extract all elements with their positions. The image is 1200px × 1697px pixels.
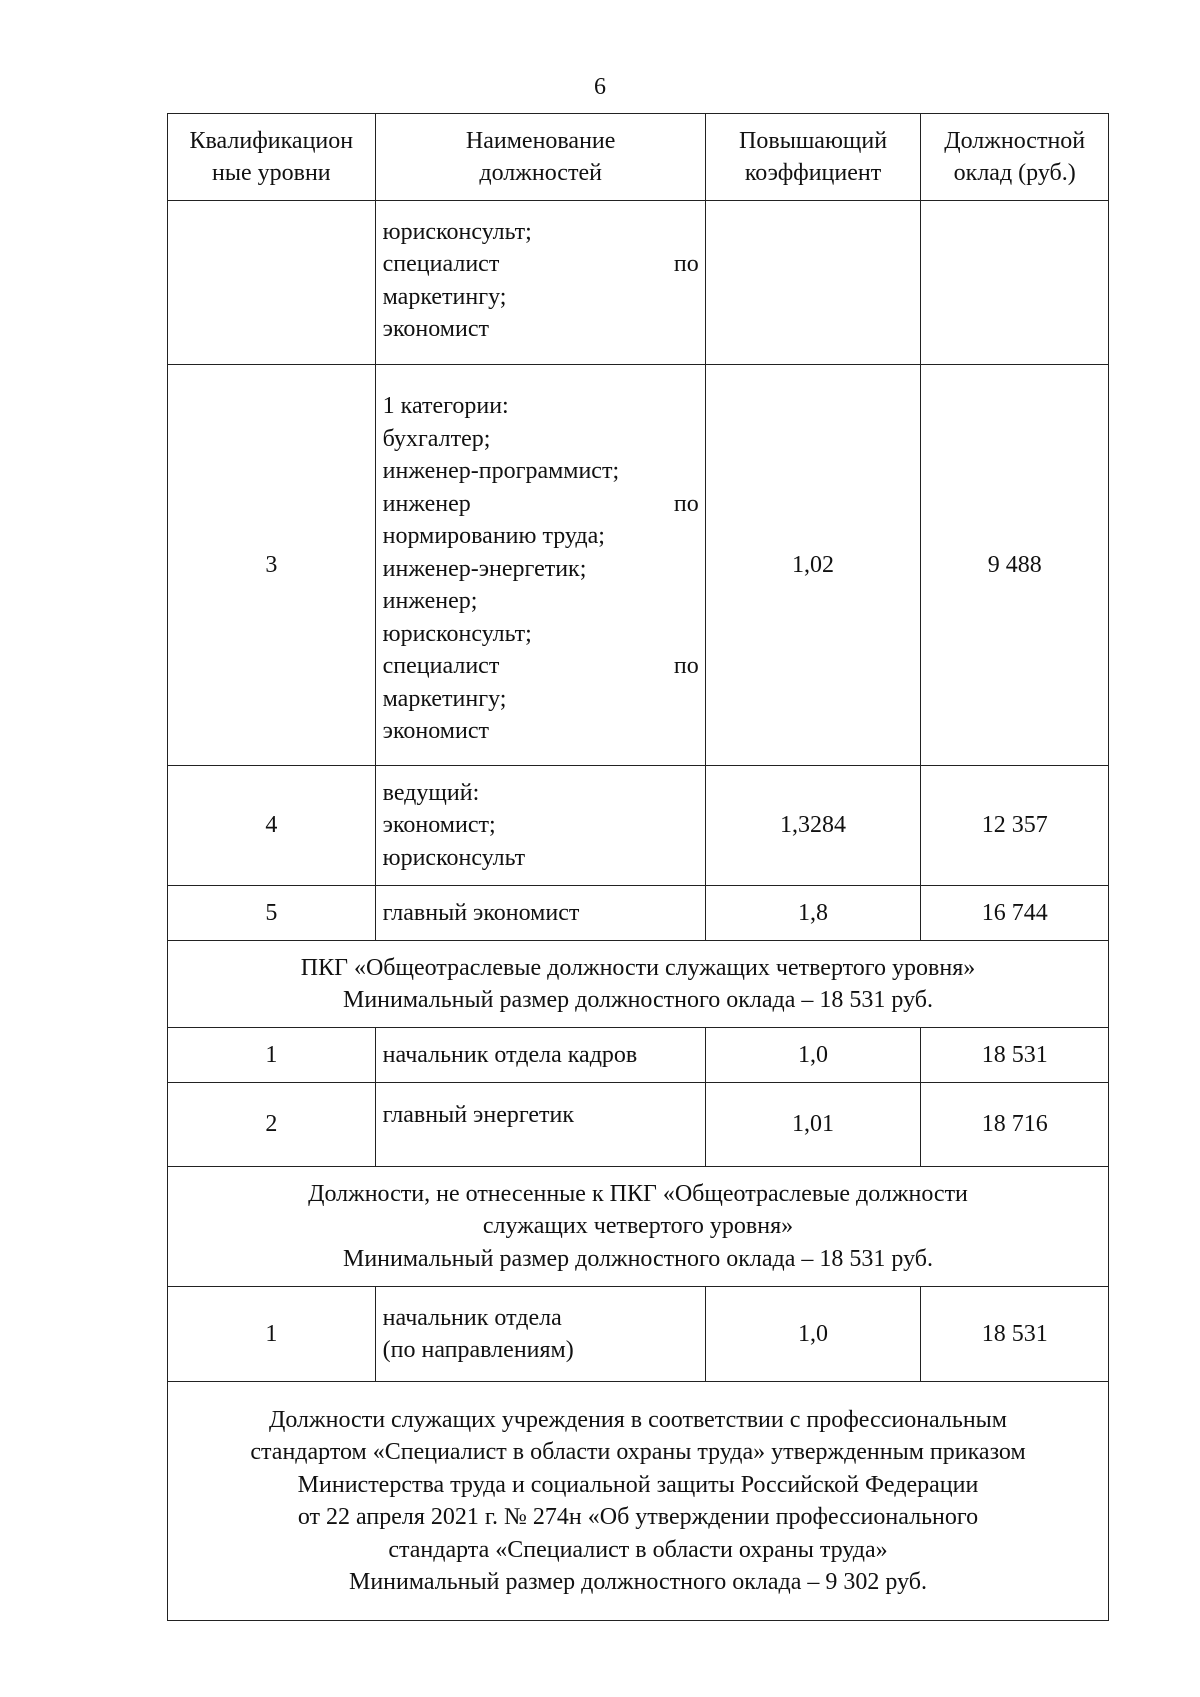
salary-cell: 12 357 bbox=[921, 766, 1109, 886]
group-line: Должности, не отнесенные к ПКГ «Общеотраслевые должности bbox=[308, 1180, 968, 1207]
coefficient-cell: 1,0 bbox=[705, 1028, 921, 1083]
salary-cell: 9 488 bbox=[921, 365, 1109, 766]
positions-cell bbox=[375, 1083, 705, 1167]
position-line: инженер-программист; bbox=[382, 458, 620, 485]
position-word: по bbox=[673, 490, 699, 517]
salary-cell: 18 716 bbox=[921, 1083, 1109, 1167]
table-row bbox=[168, 1287, 1109, 1382]
position-word: специалист bbox=[382, 251, 500, 277]
header-text: должностей bbox=[479, 160, 602, 186]
position-line: ведущий: bbox=[382, 779, 480, 806]
positions-cell bbox=[375, 886, 705, 941]
header-text: Повышающий bbox=[739, 127, 888, 154]
group-pkg4 bbox=[168, 941, 1109, 1028]
salary-table bbox=[167, 113, 1109, 1621]
header-text: Наименование bbox=[465, 127, 616, 154]
position-line bbox=[383, 248, 699, 281]
coefficient-cell: 1,01 bbox=[705, 1083, 921, 1167]
group-line: от 22 апреля 2021 г. № 274н «Об утверждении профессионального bbox=[297, 1504, 979, 1530]
position-line: юрисконсульт; bbox=[382, 218, 532, 245]
header-coefficient bbox=[705, 114, 921, 201]
position-line: (по направлениям) bbox=[382, 1337, 574, 1363]
position-line bbox=[383, 650, 699, 683]
salary-cell: 16 744 bbox=[921, 886, 1109, 941]
positions-cell bbox=[375, 766, 705, 886]
position-word: по bbox=[673, 251, 699, 277]
position-line: юрисконсульт; bbox=[382, 620, 532, 647]
positions-cell bbox=[375, 201, 705, 365]
group-line: стандартом «Специалист в области охраны труда» утвержденным приказом bbox=[250, 1439, 1026, 1465]
table-row bbox=[168, 1083, 1109, 1167]
group-ohs bbox=[168, 1382, 1109, 1621]
position-line: главный экономист bbox=[382, 899, 580, 926]
table-row bbox=[168, 886, 1109, 941]
position-line: юрисконсульт bbox=[382, 844, 526, 871]
header-text: ные уровни bbox=[212, 160, 331, 186]
position-word: специалист bbox=[382, 653, 500, 680]
group-pkg4-cell bbox=[168, 941, 1109, 1028]
group-line: служащих четвертого уровня» bbox=[482, 1213, 794, 1240]
position-line: экономист bbox=[382, 316, 489, 342]
position-line: инженер-энергетик; bbox=[382, 555, 587, 582]
header-positions bbox=[375, 114, 705, 201]
group-line: Министерства труда и социальной защиты Российской Федерации bbox=[297, 1471, 979, 1498]
position-line: начальник отдела bbox=[382, 1304, 562, 1331]
position-word: по bbox=[673, 653, 699, 680]
salary-cell: 18 531 bbox=[921, 1287, 1109, 1382]
group-line: Минимальный размер должностного оклада – 18 531 руб. bbox=[343, 1245, 933, 1272]
header-level bbox=[168, 114, 376, 201]
coefficient-cell: 1,0 bbox=[705, 1287, 921, 1382]
position-line: экономист; bbox=[382, 812, 496, 839]
position-line: бухгалтер; bbox=[382, 425, 491, 452]
position-line: маркетингу; bbox=[382, 283, 507, 310]
level-cell: 4 bbox=[168, 766, 376, 886]
group-ohs-cell bbox=[168, 1382, 1109, 1621]
group-line: ПКГ «Общеотраслевые должности служащих четвертого уровня» bbox=[300, 954, 976, 981]
positions-cell bbox=[375, 1287, 705, 1382]
group-other bbox=[168, 1167, 1109, 1287]
group-line: Должности служащих учреждения в соответствии с профессиональным bbox=[269, 1406, 1007, 1433]
page-number: 6 bbox=[594, 74, 606, 100]
table-row bbox=[168, 201, 1109, 365]
level-cell bbox=[168, 201, 376, 365]
group-line: Минимальный размер должностного оклада – 9 302 руб. bbox=[349, 1569, 927, 1595]
position-line: экономист bbox=[382, 718, 489, 745]
position-line: нормированию труда; bbox=[382, 523, 605, 550]
level-cell: 5 bbox=[168, 886, 376, 941]
group-other-cell bbox=[168, 1167, 1109, 1287]
positions-cell bbox=[375, 1028, 705, 1083]
position-line bbox=[383, 488, 699, 521]
coefficient-cell: 1,02 bbox=[705, 365, 921, 766]
table-row bbox=[168, 365, 1109, 766]
positions-cell bbox=[375, 365, 705, 766]
level-cell: 1 bbox=[168, 1028, 376, 1083]
salary-cell bbox=[921, 201, 1109, 365]
header-salary bbox=[921, 114, 1109, 201]
salary-cell: 18 531 bbox=[921, 1028, 1109, 1083]
coefficient-cell: 1,3284 bbox=[705, 766, 921, 886]
header-text: Квалификацион bbox=[189, 127, 354, 154]
table-row bbox=[168, 766, 1109, 886]
position-line: начальник отдела кадров bbox=[382, 1041, 638, 1068]
position-line: маркетингу; bbox=[382, 685, 507, 712]
group-line: Минимальный размер должностного оклада – 18 531 руб. bbox=[343, 987, 933, 1013]
position-line: инженер; bbox=[382, 588, 478, 615]
header-text: коэффициент bbox=[744, 160, 882, 186]
level-cell: 1 bbox=[168, 1287, 376, 1382]
table-header-row bbox=[168, 114, 1109, 201]
level-cell: 3 bbox=[168, 365, 376, 766]
position-line: 1 категории: bbox=[382, 393, 509, 420]
table-row bbox=[168, 1028, 1109, 1083]
level-cell: 2 bbox=[168, 1083, 376, 1167]
header-text: Должностной bbox=[944, 127, 1086, 154]
coefficient-cell: 1,8 bbox=[705, 886, 921, 941]
coefficient-cell bbox=[705, 201, 921, 365]
position-line: главный энергетик bbox=[382, 1102, 575, 1129]
group-line: стандарта «Специалист в области охраны труда» bbox=[388, 1536, 888, 1563]
position-word: инженер bbox=[382, 490, 471, 517]
header-text: оклад (руб.) bbox=[953, 160, 1076, 186]
